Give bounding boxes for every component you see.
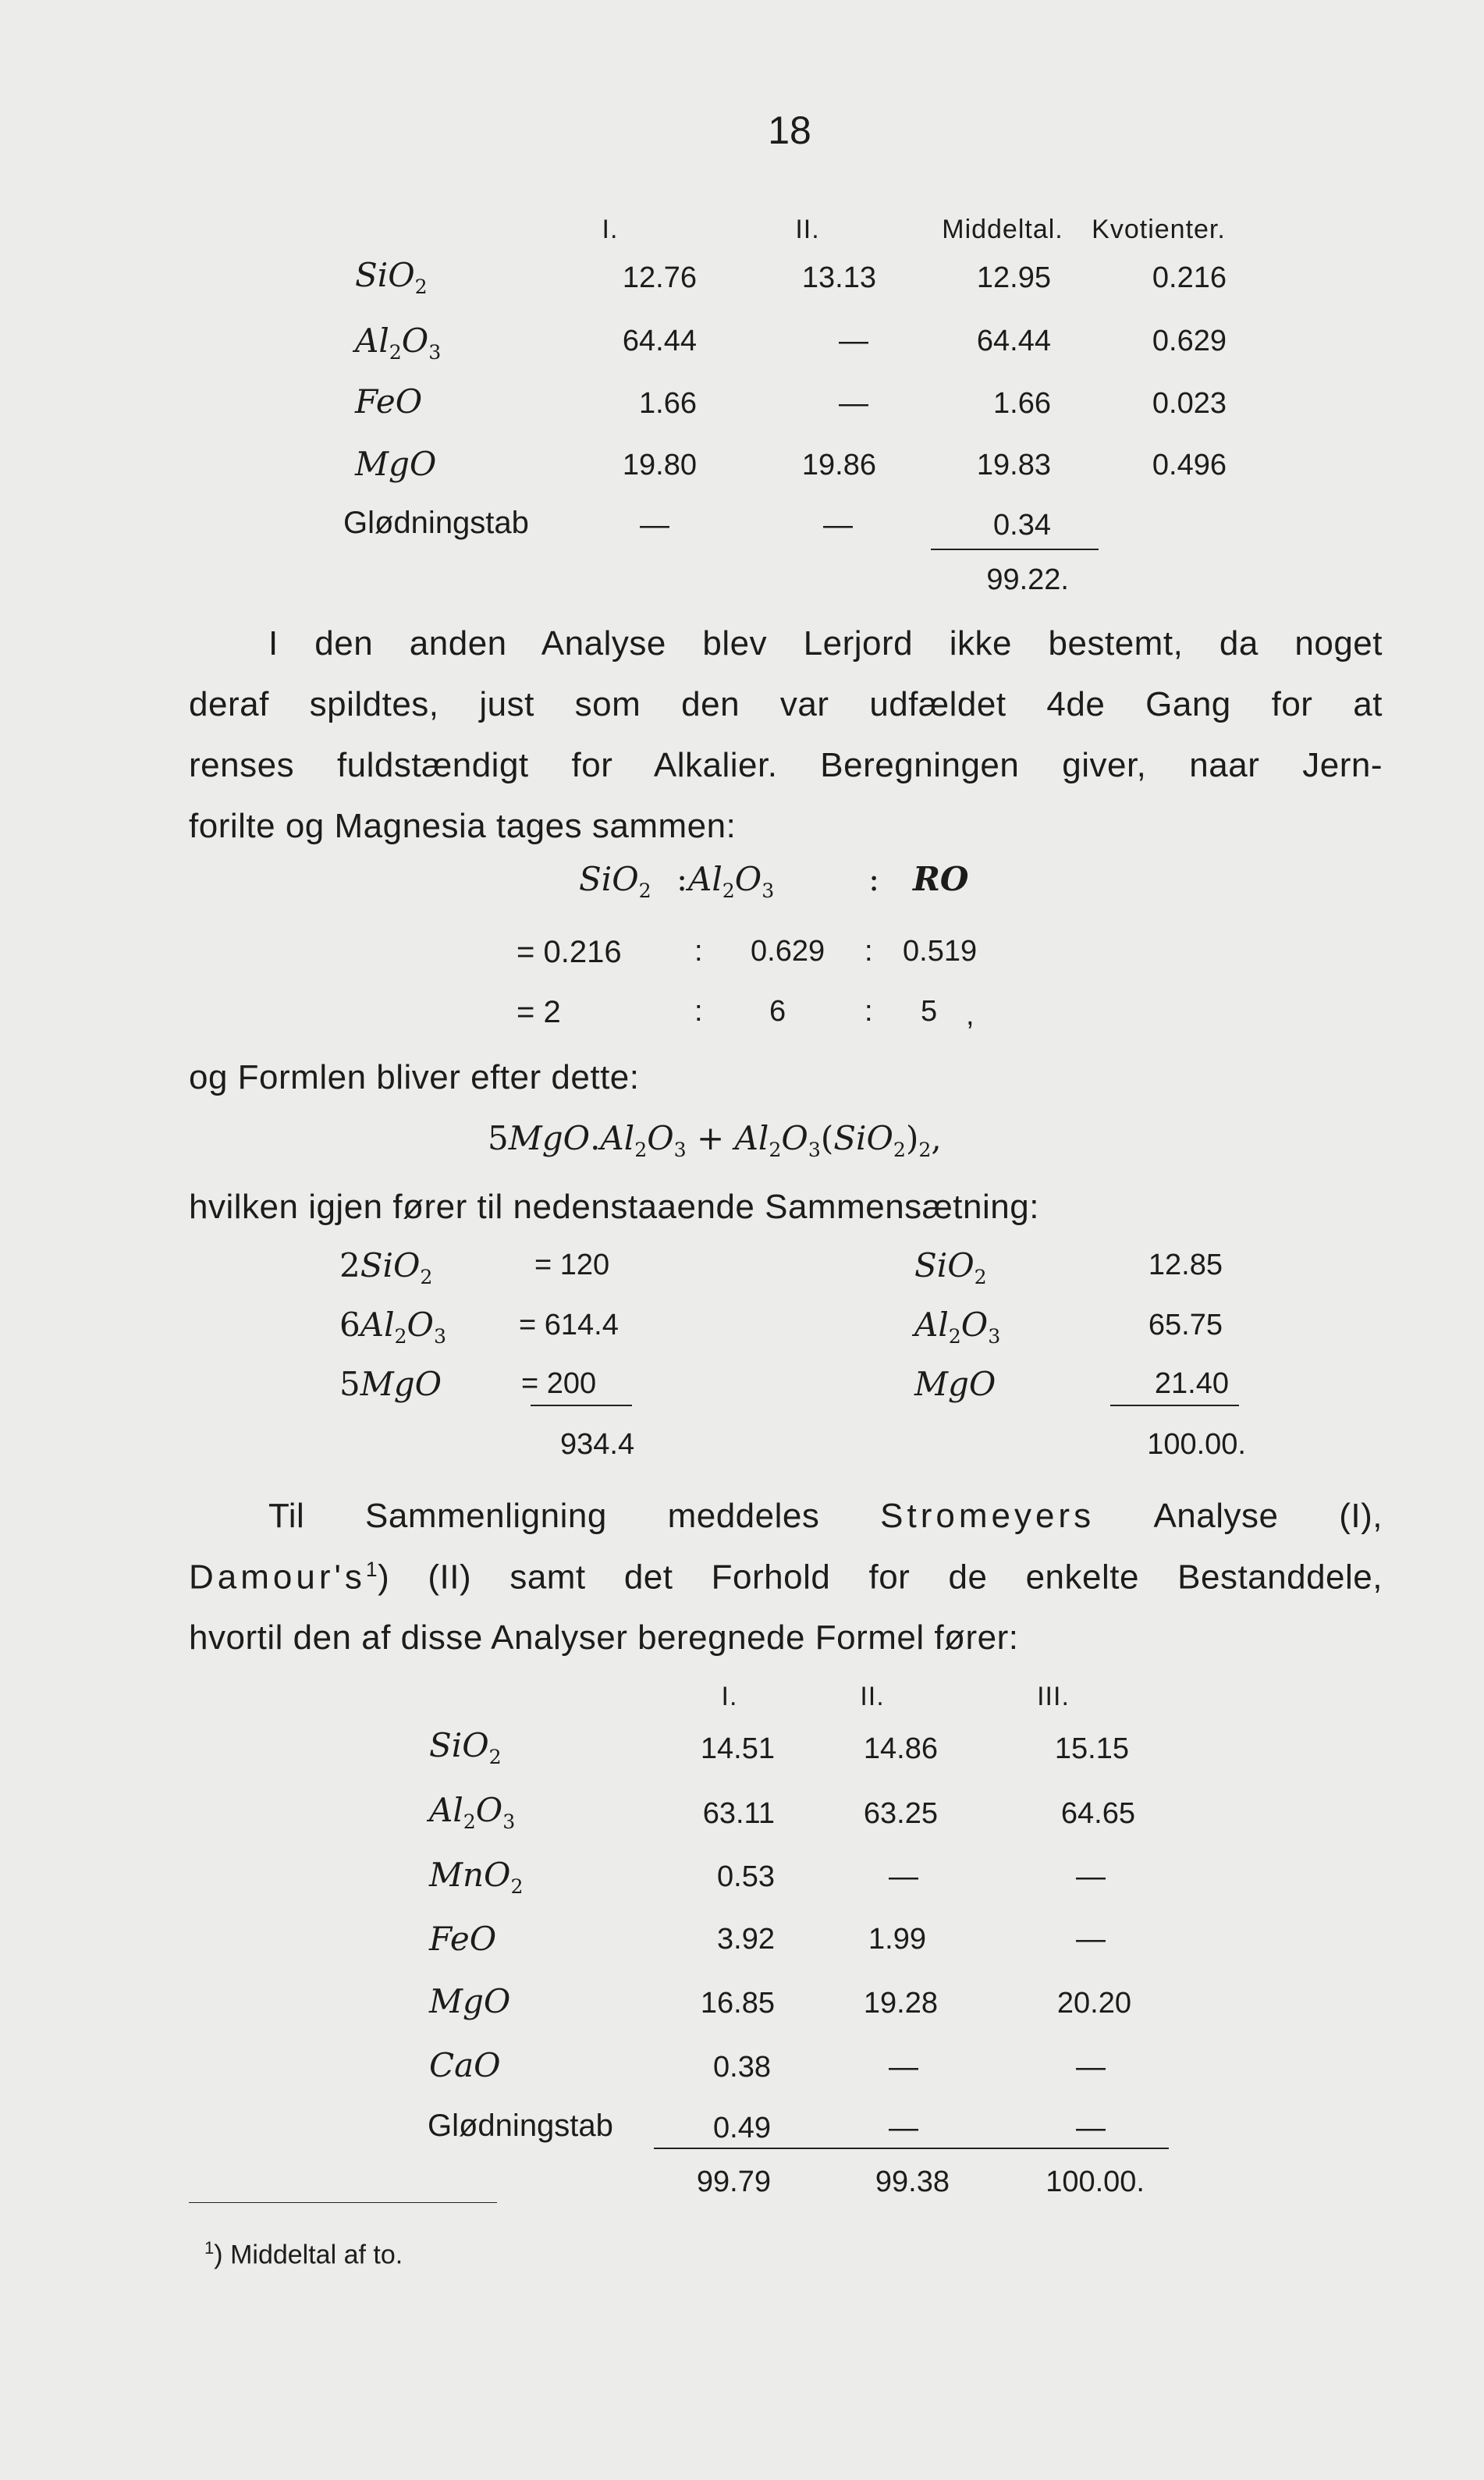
table1-cell: — <box>839 387 868 420</box>
table1-label-glodningstab: Glødningstab <box>343 506 529 540</box>
table1-cell: 0.023 <box>1152 387 1227 420</box>
ratio-value: 0.519 <box>903 935 978 968</box>
table1-cell: 0.629 <box>1152 325 1227 357</box>
table1-cell: 1.66 <box>639 387 697 420</box>
table2-label-mno2: MnO$_2$ <box>429 1856 524 1898</box>
composition-value: = 200 <box>521 1367 597 1400</box>
composition-right-value: 21.40 <box>1154 1367 1229 1400</box>
table1-cell: 64.44 <box>622 325 697 357</box>
table1-label-mgo: MgO <box>355 445 437 483</box>
table2-label-sio2: SiO$_2$ <box>429 1726 502 1768</box>
table2-cell: — <box>1076 1923 1106 1956</box>
table1-cell: 19.86 <box>801 449 876 481</box>
table1-sum-rule <box>931 549 1099 550</box>
ratio-colon: : <box>864 995 873 1028</box>
ratio-value: 5 <box>921 995 938 1028</box>
ratio-value: = 0.216 <box>517 935 622 969</box>
paragraph-line: forilte og Magnesia tages sammen: <box>189 807 737 845</box>
table1-cell: 19.80 <box>622 449 697 481</box>
ratio-colon: : <box>868 860 880 898</box>
ratio-value: = 2 <box>517 995 561 1029</box>
composition-right-total: 100.00. <box>1147 1428 1246 1461</box>
ratio-colon: : <box>864 935 873 968</box>
formula-intro: og Formlen bliver efter dette: <box>189 1058 640 1096</box>
ratio-colon: : <box>694 935 703 968</box>
composition-intro: hvilken igjen fører til nedenstaaende Sammensætning: <box>189 1188 1039 1226</box>
footnote-rule <box>189 2202 497 2203</box>
table2-cell: — <box>889 2051 918 2084</box>
table2-cell: 0.53 <box>717 1860 775 1893</box>
composition-label: $6Al_2O_3$ <box>339 1306 446 1348</box>
table1-total: 99.22. <box>986 563 1069 596</box>
table2-cell: — <box>1076 2112 1106 2144</box>
composition-left-rule <box>531 1405 632 1406</box>
table2-label-al2o3: $Al_2O_3$ <box>429 1791 516 1833</box>
table1-header-kvotienter: Kvotienter. <box>1092 215 1226 244</box>
footnote: $^1$) Middeltal af to. <box>204 2238 403 2270</box>
table1-cell: 12.76 <box>622 261 697 294</box>
paragraph-line: I den anden Analyse blev Lerjord ikke bestemt, da noget <box>268 624 1383 663</box>
composition-right-value: 12.85 <box>1148 1249 1223 1281</box>
table2-label-cao: CaO <box>429 2046 501 2084</box>
table2-cell: 0.38 <box>713 2051 771 2084</box>
table2-header-ii: II. <box>860 1682 885 1711</box>
paragraph-line: hvortil den af disse Analyser beregnede Formel fører: <box>189 1618 1019 1657</box>
table1-label-feo: FeO <box>355 382 423 421</box>
mineral-formula: $5MgO.Al_2O_3 + Al_2O_3(SiO_2)_2$, <box>488 1119 942 1161</box>
composition-left-total: 934.4 <box>560 1428 635 1461</box>
paragraph-line: $Damour's^1$) (II) samt det Forhold for de enkelte Bestanddele, <box>189 1558 1383 1597</box>
table2-cell: 3.92 <box>717 1923 775 1956</box>
table1-cell: — <box>640 509 669 542</box>
table1-cell: 19.83 <box>976 449 1051 481</box>
composition-right-value: 65.75 <box>1148 1309 1223 1341</box>
table2-cell: — <box>1076 1860 1106 1893</box>
table1-cell: 1.66 <box>993 387 1051 420</box>
table2-cell: 1.99 <box>868 1923 926 1956</box>
table2-cell: — <box>889 1860 918 1893</box>
composition-label: 2SiO$_2$ <box>339 1246 433 1288</box>
ratio-comma: , <box>966 999 975 1032</box>
paragraph-line: Til Sammenligning meddeles Stromeyers Analyse (I), <box>268 1497 1383 1535</box>
ratio-al2o3: $Al_2O_3$ <box>688 860 775 902</box>
composition-value: = 614.4 <box>519 1309 619 1341</box>
composition-right-label: MgO <box>914 1365 996 1403</box>
table2-cell: 19.28 <box>863 1987 938 2020</box>
paragraph-line: deraf spildtes, just som den var udfældet 4de Gang for at <box>189 685 1383 723</box>
table2-total: 99.38 <box>875 2166 950 2198</box>
table1-label-sio2: SiO$_2$ <box>355 256 428 298</box>
table2-cell: 64.65 <box>1060 1797 1135 1830</box>
table1-header-middeltal: Middeltal. <box>942 215 1063 244</box>
table1-header-ii: II. <box>795 215 820 244</box>
table2-sum-rule <box>654 2148 1169 2149</box>
table2-total: 99.79 <box>696 2166 771 2198</box>
table1-cell: 0.34 <box>993 509 1051 542</box>
table1-cell: — <box>823 509 853 542</box>
ratio-value: 6 <box>769 995 786 1028</box>
table2-total: 100.00. <box>1046 2166 1145 2198</box>
table2-cell: 15.15 <box>1054 1732 1129 1765</box>
table1-cell: 13.13 <box>801 261 876 294</box>
table1-cell: 0.496 <box>1152 449 1227 481</box>
table1-cell: 64.44 <box>976 325 1051 357</box>
composition-right-label: $Al_2O_3$ <box>914 1306 1001 1348</box>
table2-cell: — <box>1076 2051 1106 2084</box>
table2-cell: 20.20 <box>1056 1987 1131 2020</box>
composition-right-label: SiO$_2$ <box>914 1246 987 1288</box>
page-number: 18 <box>768 108 811 152</box>
ratio-ro: RO <box>913 860 969 898</box>
table1-cell: 0.216 <box>1152 261 1227 294</box>
table2-cell: 14.86 <box>863 1732 938 1765</box>
table2-header-iii: III. <box>1037 1682 1070 1711</box>
composition-value: = 120 <box>534 1249 610 1281</box>
table1-cell: — <box>839 325 868 357</box>
table2-cell: 63.11 <box>702 1797 775 1830</box>
composition-right-rule <box>1110 1405 1239 1406</box>
composition-label: 5MgO <box>339 1365 442 1403</box>
ratio-value: 0.629 <box>751 935 825 968</box>
ratio-sio2: SiO$_2$ <box>579 860 651 902</box>
table2-header-i: I. <box>721 1682 738 1711</box>
table1-label-al2o3: $Al_2O_3$ <box>355 322 442 364</box>
table2-cell: — <box>889 2112 918 2144</box>
table2-label-feo: FeO <box>429 1920 497 1958</box>
table2-label-glodningstab: Glødningstab <box>428 2109 613 2143</box>
table1-header-i: I. <box>602 215 619 244</box>
ratio-colon: : <box>694 995 703 1028</box>
table2-cell: 0.49 <box>713 2112 771 2144</box>
table2-cell: 14.51 <box>700 1732 775 1765</box>
table2-label-mgo: MgO <box>429 1982 511 2020</box>
table1-cell: 12.95 <box>976 261 1051 294</box>
paragraph-line: renses fuldstændigt for Alkalier. Beregningen giver, naar Jern- <box>189 746 1383 784</box>
table2-cell: 16.85 <box>700 1987 775 2020</box>
table2-cell: 63.25 <box>863 1797 938 1830</box>
ratio-colon: : <box>676 860 688 898</box>
